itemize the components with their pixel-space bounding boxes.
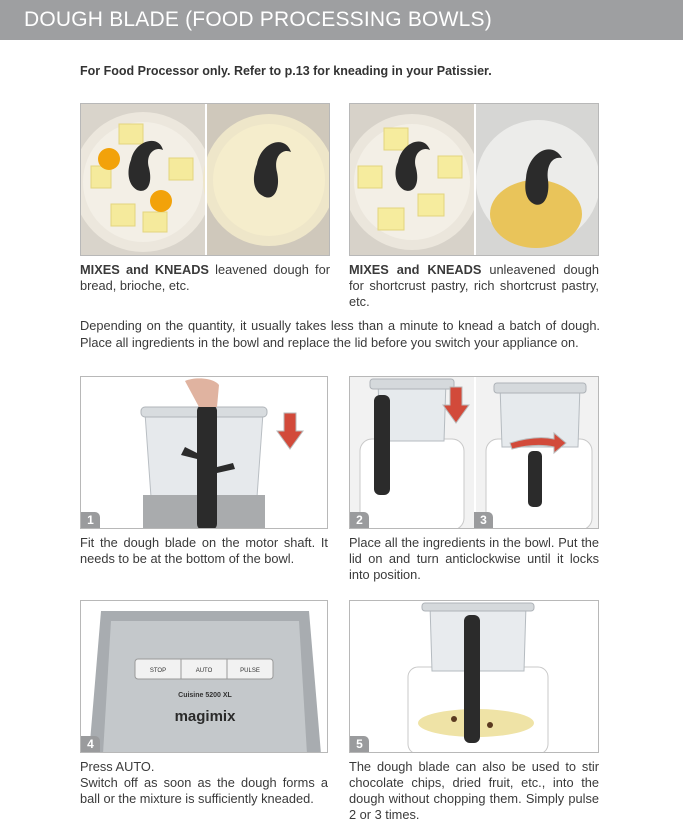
dough-blade-image bbox=[464, 615, 480, 743]
butter-cube bbox=[111, 204, 135, 226]
butter-cube bbox=[358, 166, 382, 188]
butter-cube bbox=[169, 158, 193, 180]
butter-cube bbox=[119, 124, 143, 144]
instructions-paragraph: Depending on the quantity, it usually takes less than a minute to knead a batch of dough. Place all ingredients in the bowl and replace the lid before you switch your appliance on. bbox=[80, 318, 600, 350]
egg-yolk bbox=[150, 190, 172, 212]
step-4-text: Press AUTO. Switch off as soon as the dough forms a ball or the mixture is sufficiently kneaded. bbox=[80, 759, 328, 806]
step-1-photo bbox=[80, 376, 328, 529]
step-number-3: 3 bbox=[474, 512, 493, 528]
leavened-caption: MIXES and KNEADS leavened dough for bread, brioche, etc. bbox=[80, 262, 330, 293]
pulse-button: PULSE bbox=[240, 668, 260, 674]
leavened-dough-photos bbox=[80, 103, 330, 256]
step-number-2: 2 bbox=[350, 512, 369, 528]
pusher-image bbox=[374, 395, 390, 495]
header-bar bbox=[0, 0, 683, 40]
dough-blade-image bbox=[197, 405, 217, 529]
step-5-photo bbox=[349, 600, 599, 753]
intro-note: For Food Processor only. Refer to p.13 for kneading in your Patissier. bbox=[80, 64, 492, 78]
butter-cube bbox=[438, 156, 462, 178]
step-number-1: 1 bbox=[81, 512, 100, 528]
step-number-4: 4 bbox=[81, 736, 100, 752]
auto-button: AUTO bbox=[195, 668, 213, 674]
unleavened-caption: MIXES and KNEADS unleavened dough for shortcrust pastry, rich shortcrust pastry, etc. bbox=[349, 262, 599, 309]
step-1-text: Fit the dough blade on the motor shaft. It needs to be at the bottom of the bowl. bbox=[80, 535, 328, 566]
butter-cube bbox=[143, 212, 167, 232]
butter-cube bbox=[384, 128, 408, 150]
stop-button: STOP bbox=[149, 668, 167, 674]
butter-cube bbox=[418, 194, 444, 216]
unleavened-dough-photos bbox=[349, 103, 599, 256]
brand-logo: magimix bbox=[174, 708, 236, 725]
butter-cube bbox=[378, 208, 404, 230]
step-5-text: The dough blade can also be used to stir chocolate chips, dried fruit, etc., into the dough without chopping them. Simply pulse 2 or 3 times. bbox=[349, 759, 599, 822]
step-2-3-photo bbox=[349, 376, 599, 529]
egg-yolk bbox=[98, 148, 120, 170]
page-title: DOUGH BLADE (FOOD PROCESSING BOWLS) bbox=[24, 8, 492, 31]
step-2-text: Place all the ingredients in the bowl. Put the lid on and turn anticlockwise until it locks into position. bbox=[349, 535, 599, 582]
step-4-photo bbox=[80, 600, 328, 753]
model-label: Cuisine 5200 XL bbox=[178, 692, 232, 699]
step-number-5: 5 bbox=[350, 736, 369, 752]
